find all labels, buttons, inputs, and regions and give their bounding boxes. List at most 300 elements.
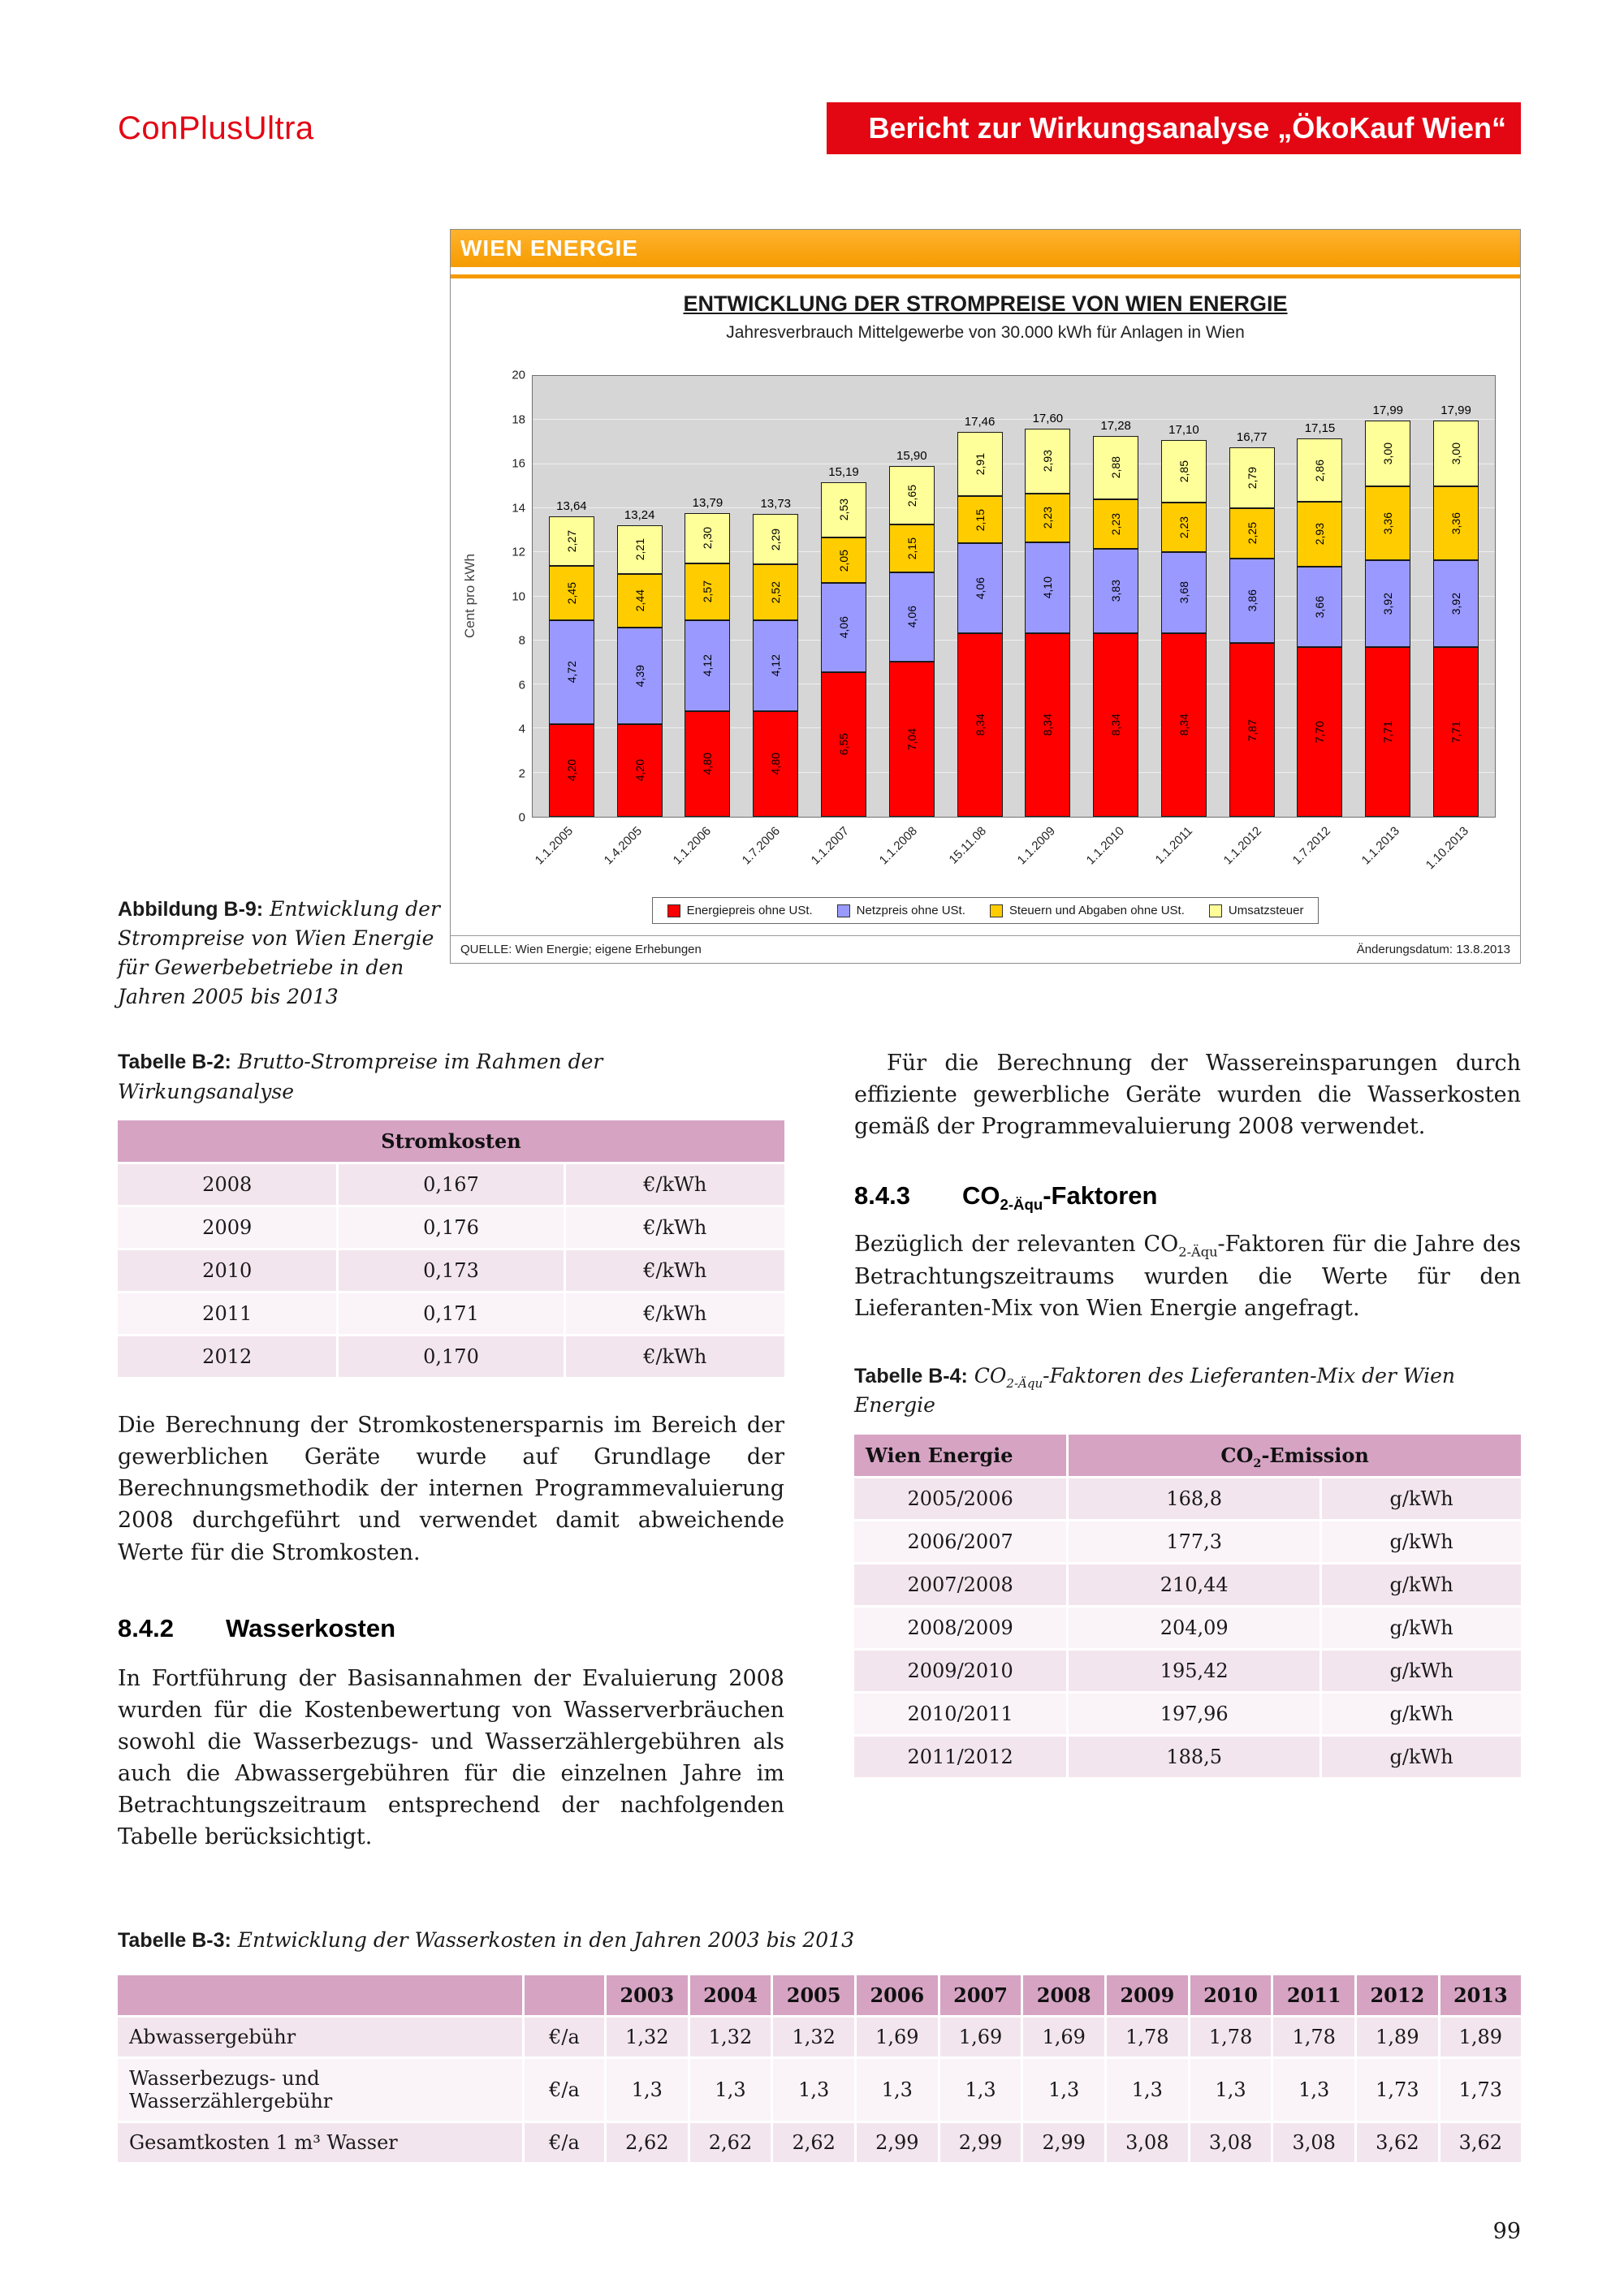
segment-value-label: 2,23 — [1177, 516, 1190, 539]
x-axis-label: 1.1.2009 — [1014, 824, 1058, 868]
table-b4-body — [854, 1477, 1521, 1777]
table-cell: 2010 — [118, 1249, 338, 1293]
segment-value-label: 8,34 — [973, 714, 987, 736]
chart-bar-slot — [538, 376, 606, 817]
table-row — [118, 2057, 1521, 2121]
segment-value-label: 2,27 — [564, 529, 578, 553]
chart-bar-slot — [1082, 376, 1150, 817]
value-cell: 1,78 — [1189, 2016, 1272, 2057]
left-column — [118, 1047, 784, 1875]
chart-bar — [685, 495, 730, 817]
legend-swatch — [1209, 904, 1222, 917]
segment-value-label: 4,06 — [905, 606, 918, 628]
y-tick-label: 6 — [518, 678, 525, 692]
legend-label: Steuern und Abgaben ohne USt. — [1009, 904, 1185, 917]
chart-bar — [1433, 403, 1479, 817]
segment-value-label: 8,34 — [1041, 714, 1055, 736]
table-b2-caption-label: Tabelle B-2: — [118, 1051, 231, 1073]
segment-value-label: 3,36 — [1449, 512, 1463, 535]
table-b4 — [854, 1435, 1521, 1777]
table-cell: g/kWh — [1321, 1563, 1521, 1606]
bar-total-label: 13,24 — [624, 507, 655, 522]
chart-bar-segment — [1025, 542, 1070, 632]
value-cell: 2,62 — [772, 2121, 856, 2162]
table-row — [118, 1293, 784, 1336]
chart-bar-segment — [1025, 494, 1070, 543]
chart-bar-segment — [957, 432, 1003, 496]
chart-bar-segment — [753, 564, 798, 619]
chart-bar-slot — [810, 376, 878, 817]
year-header-cell: 2009 — [1106, 1975, 1190, 2017]
bar-total-label: 17,99 — [1372, 403, 1404, 417]
legend-label: Netzpreis ohne USt. — [856, 904, 965, 917]
value-cell: 1,3 — [606, 2057, 689, 2121]
value-cell: 1,89 — [1439, 2016, 1521, 2057]
table-b4-header-row — [854, 1435, 1521, 1478]
segment-value-label: 3,83 — [1109, 579, 1123, 602]
x-axis-label: 1.1.2005 — [533, 824, 577, 868]
chart-bar — [1229, 429, 1275, 817]
table-cell: €/kWh — [564, 1163, 784, 1206]
legend-swatch — [667, 904, 680, 917]
value-cell: 1,3 — [1272, 2057, 1356, 2121]
bar-total-label: 17,15 — [1304, 421, 1336, 436]
chart-bar-segment — [821, 672, 866, 817]
chart-bar-slot — [1150, 376, 1218, 817]
chart-bar-segment — [1229, 643, 1275, 817]
value-cell: 3,62 — [1356, 2121, 1440, 2162]
table-cell: 2008 — [118, 1163, 338, 1206]
table-cell: g/kWh — [1321, 1520, 1521, 1563]
value-cell: 1,78 — [1106, 2016, 1190, 2057]
value-cell: 1,69 — [856, 2016, 939, 2057]
segment-value-label: 4,12 — [769, 654, 783, 677]
chart-bar-slot — [1354, 376, 1422, 817]
table-b3-caption-label: Tabelle B-3: — [118, 1929, 231, 1952]
value-cell: 1,32 — [772, 2016, 856, 2057]
co2-title-suffix: -Faktoren — [1043, 1181, 1158, 1211]
value-cell: 1,3 — [689, 2057, 772, 2121]
two-column-text — [118, 1047, 1521, 1875]
table-row — [854, 1735, 1521, 1777]
co2-body-suffix: -Faktoren für die Jahre des Betrachtungszeitraums wurden die Werte für den Lieferanten-Mix von Wien Energie angefragt. — [854, 1232, 1521, 1321]
table-b4-col1-header: Wien Energie — [854, 1435, 1068, 1478]
chart-bar-segment — [1365, 421, 1410, 486]
chart-bar-segment — [685, 620, 730, 711]
chart-source: QUELLE: Wien Energie; eigene Erhebungen — [460, 943, 702, 956]
segment-value-label: 2,53 — [837, 498, 851, 521]
figure-caption-text: Entwicklung der Strompreise von Wien Energie für Gewerbebetriebe in den Jahren 2005 bis 2013 — [118, 897, 440, 1008]
value-cell: 1,3 — [1106, 2057, 1190, 2121]
bar-total-label: 17,99 — [1440, 403, 1471, 417]
co2-title-prefix: CO — [962, 1181, 1000, 1211]
year-header-cell: 2004 — [689, 1975, 772, 2017]
chart-bar-segment — [549, 620, 594, 724]
legend-label: Energiepreis ohne USt. — [686, 904, 813, 917]
table-b2-caption — [118, 1047, 784, 1106]
page-number: 99 — [1492, 2219, 1521, 2244]
table-b3-body — [118, 2016, 1521, 2162]
chart-bar-slot — [1286, 376, 1354, 817]
table-b3-caption — [118, 1926, 1521, 1956]
chart-bar-segment — [1093, 633, 1138, 817]
table-cell: 0,170 — [338, 1336, 564, 1378]
table-b4-caption — [854, 1362, 1521, 1420]
chart-bar-segment — [685, 711, 730, 817]
year-header-cell: 2010 — [1189, 1975, 1272, 2017]
table-cell: g/kWh — [1321, 1649, 1521, 1692]
chart-bar-segment — [1365, 647, 1410, 817]
legend-label: Umsatzsteuer — [1228, 904, 1304, 917]
chart-bar-slot — [1218, 376, 1286, 817]
table-b3-caption-text: Entwicklung der Wasserkosten in den Jahren 2003 bis 2013 — [237, 1928, 855, 1952]
table-b4-caption-label: Tabelle B-4: — [854, 1364, 968, 1388]
bar-total-label: 13,79 — [692, 495, 723, 510]
chart-bar-segment — [957, 496, 1003, 543]
segment-value-label: 2,45 — [564, 581, 578, 605]
value-cell: 1,78 — [1272, 2016, 1356, 2057]
table-cell: 2011 — [118, 1293, 338, 1336]
x-axis-label: 1.7.2006 — [739, 824, 783, 868]
chart-bar-segment — [957, 543, 1003, 632]
chart-bar-segment — [1433, 421, 1479, 486]
chart-bar-segment — [889, 662, 935, 817]
x-axis-label: 1.1.2007 — [808, 824, 852, 868]
bar-total-label: 17,28 — [1100, 418, 1131, 433]
chart-xlabels — [532, 818, 1496, 896]
value-cell: 1,32 — [606, 2016, 689, 2057]
segment-value-label: 2,52 — [769, 581, 783, 604]
brand-logo: ConPlusUltra — [118, 110, 314, 146]
y-tick-label: 0 — [518, 810, 525, 825]
table-cell: g/kWh — [1321, 1477, 1521, 1520]
row-label-cell: Abwassergebühr — [118, 2016, 524, 2057]
co2-body-subscript: 2-Äqu — [1178, 1244, 1218, 1260]
chart-bar-segment — [1297, 438, 1342, 502]
chart-bar-segment — [753, 711, 798, 817]
b4-caption-co: CO — [974, 1363, 1007, 1388]
chart-title-block — [451, 278, 1520, 351]
row-label-cell: Gesamtkosten 1 m³ Wasser — [118, 2121, 524, 2162]
blank-header-cell — [118, 1975, 524, 2017]
segment-value-label: 3,92 — [1381, 592, 1395, 615]
table-row — [118, 2121, 1521, 2162]
chart-bars — [533, 376, 1495, 817]
chart-bar-segment — [1161, 440, 1207, 503]
segment-value-label: 4,20 — [633, 759, 646, 782]
year-header-cell: 2003 — [606, 1975, 689, 2017]
bar-total-label: 13,73 — [760, 497, 792, 511]
segment-value-label: 7,71 — [1381, 720, 1395, 743]
table-b2-header-row — [118, 1120, 784, 1163]
table-row — [118, 1163, 784, 1206]
year-header-cell: 2011 — [1272, 1975, 1356, 2017]
chart-bar-segment — [1433, 647, 1479, 817]
chart-bar-segment — [1297, 567, 1342, 647]
value-cell: 1,73 — [1439, 2057, 1521, 2121]
chart-bar-segment — [753, 620, 798, 711]
table-cell: 210,44 — [1068, 1563, 1321, 1606]
co2-emission-suffix: -Emission — [1261, 1443, 1369, 1467]
table-row — [854, 1520, 1521, 1563]
segment-value-label: 4,10 — [1041, 576, 1055, 599]
table-cell: g/kWh — [1321, 1735, 1521, 1777]
section-8-4-2-title: Wasserkosten — [226, 1613, 396, 1642]
section-8-4-2-heading — [118, 1614, 784, 1643]
table-b2-header: Stromkosten — [118, 1120, 784, 1163]
table-cell: 2005/2006 — [854, 1477, 1068, 1520]
table-cell: 177,3 — [1068, 1520, 1321, 1563]
segment-value-label: 8,34 — [1109, 714, 1123, 736]
table-cell: 195,42 — [1068, 1649, 1321, 1692]
value-cell: 2,99 — [939, 2121, 1022, 2162]
bar-total-label: 17,10 — [1168, 422, 1199, 437]
year-header-cell: 2012 — [1356, 1975, 1440, 2017]
chart-plot-area — [451, 351, 1520, 825]
segment-value-label: 3,00 — [1381, 442, 1395, 464]
chart-bar-segment — [889, 524, 935, 572]
segment-value-label: 3,66 — [1313, 595, 1327, 618]
strompreise-chart — [450, 229, 1521, 964]
x-axis-label: 1.1.2006 — [670, 824, 714, 868]
table-cell: €/kWh — [564, 1206, 784, 1249]
segment-value-label: 4,80 — [701, 753, 715, 775]
table-cell: g/kWh — [1321, 1606, 1521, 1649]
segment-value-label: 3,86 — [1245, 589, 1259, 612]
chart-bar-segment — [1229, 447, 1275, 509]
section-8-4-3-number: 8.4.3 — [854, 1181, 910, 1211]
table-b2-caption-text: Brutto-Strompreise im Rahmen der Wirkungsanalyse — [118, 1050, 603, 1103]
y-tick-label: 8 — [518, 633, 525, 648]
segment-value-label: 4,80 — [769, 753, 783, 775]
chart-bar-segment — [617, 525, 663, 574]
segment-value-label: 4,06 — [973, 576, 987, 600]
chart-yticks — [490, 368, 532, 825]
chart-bar-segment — [1433, 560, 1479, 646]
chart-bar — [1161, 422, 1207, 817]
value-cell: 1,3 — [772, 2057, 856, 2121]
table-cell: 188,5 — [1068, 1735, 1321, 1777]
chart-bar-segment — [1161, 503, 1207, 552]
table-cell: 0,167 — [338, 1163, 564, 1206]
value-cell: 1,69 — [939, 2016, 1022, 2057]
legend-item — [667, 904, 813, 917]
bar-total-label: 17,60 — [1032, 412, 1064, 426]
table-row — [854, 1606, 1521, 1649]
segment-value-label: 3,36 — [1381, 512, 1395, 535]
segment-value-label: 4,39 — [633, 664, 646, 688]
section-8-4-3-title — [962, 1181, 1158, 1214]
table-cell: 0,176 — [338, 1206, 564, 1249]
segment-value-label: 2,93 — [1041, 450, 1055, 473]
table-cell: 0,171 — [338, 1293, 564, 1336]
chart-plot — [532, 375, 1496, 818]
y-tick-label: 4 — [518, 722, 525, 736]
table-b3 — [118, 1975, 1521, 2162]
legend-item — [837, 904, 965, 917]
x-axis-label: 1.1.2012 — [1220, 824, 1265, 868]
chart-bar-segment — [1025, 633, 1070, 817]
segment-value-label: 2,85 — [1177, 460, 1190, 483]
section-8-4-2-number: 8.4.2 — [118, 1613, 174, 1642]
chart-bar-segment — [1229, 508, 1275, 558]
row-label-cell: Wasserbezugs- und Wasserzählergebühr — [118, 2057, 524, 2121]
table-row — [118, 2016, 1521, 2057]
report-title: Bericht zur Wirkungsanalyse „ÖkoKauf Wien“ — [868, 111, 1506, 145]
unit-cell: €/a — [524, 2057, 606, 2121]
chart-bar-segment — [549, 516, 594, 567]
section-8-4-3-heading — [854, 1181, 1521, 1214]
table-cell: 2011/2012 — [854, 1735, 1068, 1777]
b4-caption-subscript: 2-Äqu — [1006, 1375, 1043, 1391]
segment-value-label: 2,88 — [1109, 456, 1123, 479]
value-cell: 3,08 — [1189, 2121, 1272, 2162]
segment-value-label: 2,15 — [973, 508, 987, 531]
table-cell: 0,173 — [338, 1249, 564, 1293]
segment-value-label: 7,70 — [1313, 720, 1327, 744]
chart-bar-segment — [821, 482, 866, 538]
chart-bar-segment — [1093, 549, 1138, 633]
x-axis-label: 1.1.2013 — [1358, 824, 1402, 868]
chart-bar-slot — [606, 376, 674, 817]
table-cell: €/kWh — [564, 1293, 784, 1336]
x-axis-label: 1.7.2012 — [1289, 824, 1334, 868]
table-b2-body — [118, 1163, 784, 1378]
chart-bar-segment — [1297, 647, 1342, 817]
year-header-cell: 2008 — [1022, 1975, 1106, 2017]
chart-bar-segment — [1161, 633, 1207, 817]
table-row — [854, 1692, 1521, 1735]
value-cell: 2,99 — [1022, 2121, 1106, 2162]
table-cell: €/kWh — [564, 1336, 784, 1378]
chart-bar-slot — [1422, 376, 1490, 817]
legend-item — [1209, 904, 1304, 917]
segment-value-label: 3,68 — [1177, 581, 1190, 604]
table-cell: 2009/2010 — [854, 1649, 1068, 1692]
chart-footer — [451, 935, 1520, 963]
chart-bar-segment — [685, 563, 730, 620]
table-b3-headrow — [118, 1975, 1521, 2017]
segment-value-label: 4,20 — [564, 759, 578, 782]
value-cell: 3,08 — [1106, 2121, 1190, 2162]
value-cell: 2,62 — [689, 2121, 772, 2162]
segment-value-label: 8,34 — [1177, 714, 1190, 736]
table-cell: 2007/2008 — [854, 1563, 1068, 1606]
segment-value-label: 7,04 — [905, 727, 918, 751]
y-tick-label: 18 — [512, 412, 525, 426]
bar-total-label: 15,19 — [828, 464, 859, 479]
x-axis-label: 1.1.2011 — [1152, 824, 1196, 867]
segment-value-label: 2,23 — [1109, 512, 1123, 535]
chart-bar-segment — [617, 724, 663, 817]
chart-bar-segment — [549, 724, 594, 817]
x-axis-label: 1.1.2010 — [1083, 824, 1127, 868]
y-axis-title: Cent pro kWh — [462, 554, 477, 639]
chart-bar-segment — [889, 572, 935, 662]
chart-change-date: Änderungsdatum: 13.8.2013 — [1356, 943, 1510, 956]
right-column — [854, 1047, 1521, 1875]
chart-bar — [1365, 403, 1410, 817]
value-cell: 1,32 — [689, 2016, 772, 2057]
value-cell: 3,08 — [1272, 2121, 1356, 2162]
co2-body-prefix: Bezüglich der relevanten CO — [854, 1232, 1179, 1258]
segment-value-label: 2,57 — [701, 580, 715, 603]
legend-item — [990, 904, 1185, 917]
segment-value-label: 2,86 — [1313, 459, 1327, 481]
value-cell: 1,3 — [1022, 2057, 1106, 2121]
chart-legend — [652, 897, 1320, 924]
chart-bar-segment — [549, 566, 594, 620]
table-cell: 2010/2011 — [854, 1692, 1068, 1735]
chart-bar-segment — [617, 628, 663, 724]
blank-header-cell — [524, 1975, 606, 2017]
chart-bar-segment — [1025, 429, 1070, 494]
segment-value-label: 2,30 — [701, 527, 715, 550]
x-axis-label: 15.11.08 — [946, 824, 990, 867]
table-row — [854, 1563, 1521, 1606]
chart-bar — [889, 449, 935, 817]
chart-title: ENTWICKLUNG DER STROMPREISE VON WIEN ENERGIE — [683, 291, 1288, 316]
segment-value-label: 2,79 — [1245, 466, 1259, 490]
table-cell: 2009 — [118, 1206, 338, 1249]
table-cell: g/kWh — [1321, 1692, 1521, 1735]
chart-bar-slot — [741, 376, 810, 817]
figure-region — [118, 229, 1521, 1033]
chart-bar-segment — [1229, 559, 1275, 644]
chart-bar-segment — [1093, 499, 1138, 549]
chart-bar-slot — [674, 376, 742, 817]
table-cell: 168,8 — [1068, 1477, 1321, 1520]
table-row — [854, 1477, 1521, 1520]
segment-value-label: 7,87 — [1245, 719, 1259, 741]
chart-bar — [1025, 412, 1070, 817]
figure-caption-label: Abbildung B-9: — [118, 898, 264, 921]
chart-bar-segment — [1161, 552, 1207, 633]
paragraph-co2-faktoren — [854, 1228, 1521, 1323]
chart-bar — [1093, 418, 1138, 817]
chart-bar-segment — [1093, 436, 1138, 499]
table-row — [118, 1336, 784, 1378]
segment-value-label: 3,92 — [1449, 592, 1463, 615]
b4-caption-rest: -Faktoren des Lieferanten-Mix der Wien Energie — [854, 1363, 1456, 1418]
chart-spacer — [451, 267, 1520, 274]
report-title-banner — [827, 102, 1521, 154]
legend-swatch — [837, 904, 850, 917]
chart-bar-segment — [617, 574, 663, 628]
value-cell: 1,69 — [1022, 2016, 1106, 2057]
page-header — [118, 102, 1521, 154]
value-cell: 1,73 — [1356, 2057, 1440, 2121]
segment-value-label: 2,93 — [1313, 523, 1327, 546]
paragraph-wassereinsparungen: Für die Berechnung der Wassereinsparungen durch effiziente gewerbliche Geräte wurden die Wasserkosten gemäß der Programmevaluierung 2008 verwendet. — [854, 1051, 1521, 1140]
y-tick-label: 20 — [512, 368, 525, 382]
chart-bar-segment — [1297, 502, 1342, 567]
unit-cell: €/a — [524, 2121, 606, 2162]
y-tick-label: 10 — [512, 589, 525, 603]
segment-value-label: 2,21 — [633, 537, 646, 561]
segment-value-label: 2,65 — [905, 484, 918, 507]
value-cell: 1,89 — [1356, 2016, 1440, 2057]
chart-bar-segment — [685, 513, 730, 563]
segment-value-label: 4,12 — [701, 654, 715, 677]
value-cell: 2,62 — [606, 2121, 689, 2162]
y-tick-label: 16 — [512, 456, 525, 471]
table-row — [854, 1649, 1521, 1692]
y-tick-label: 2 — [518, 766, 525, 780]
bar-total-label: 15,90 — [896, 449, 927, 464]
table-cell: 197,96 — [1068, 1692, 1321, 1735]
chart-bar — [821, 464, 866, 817]
